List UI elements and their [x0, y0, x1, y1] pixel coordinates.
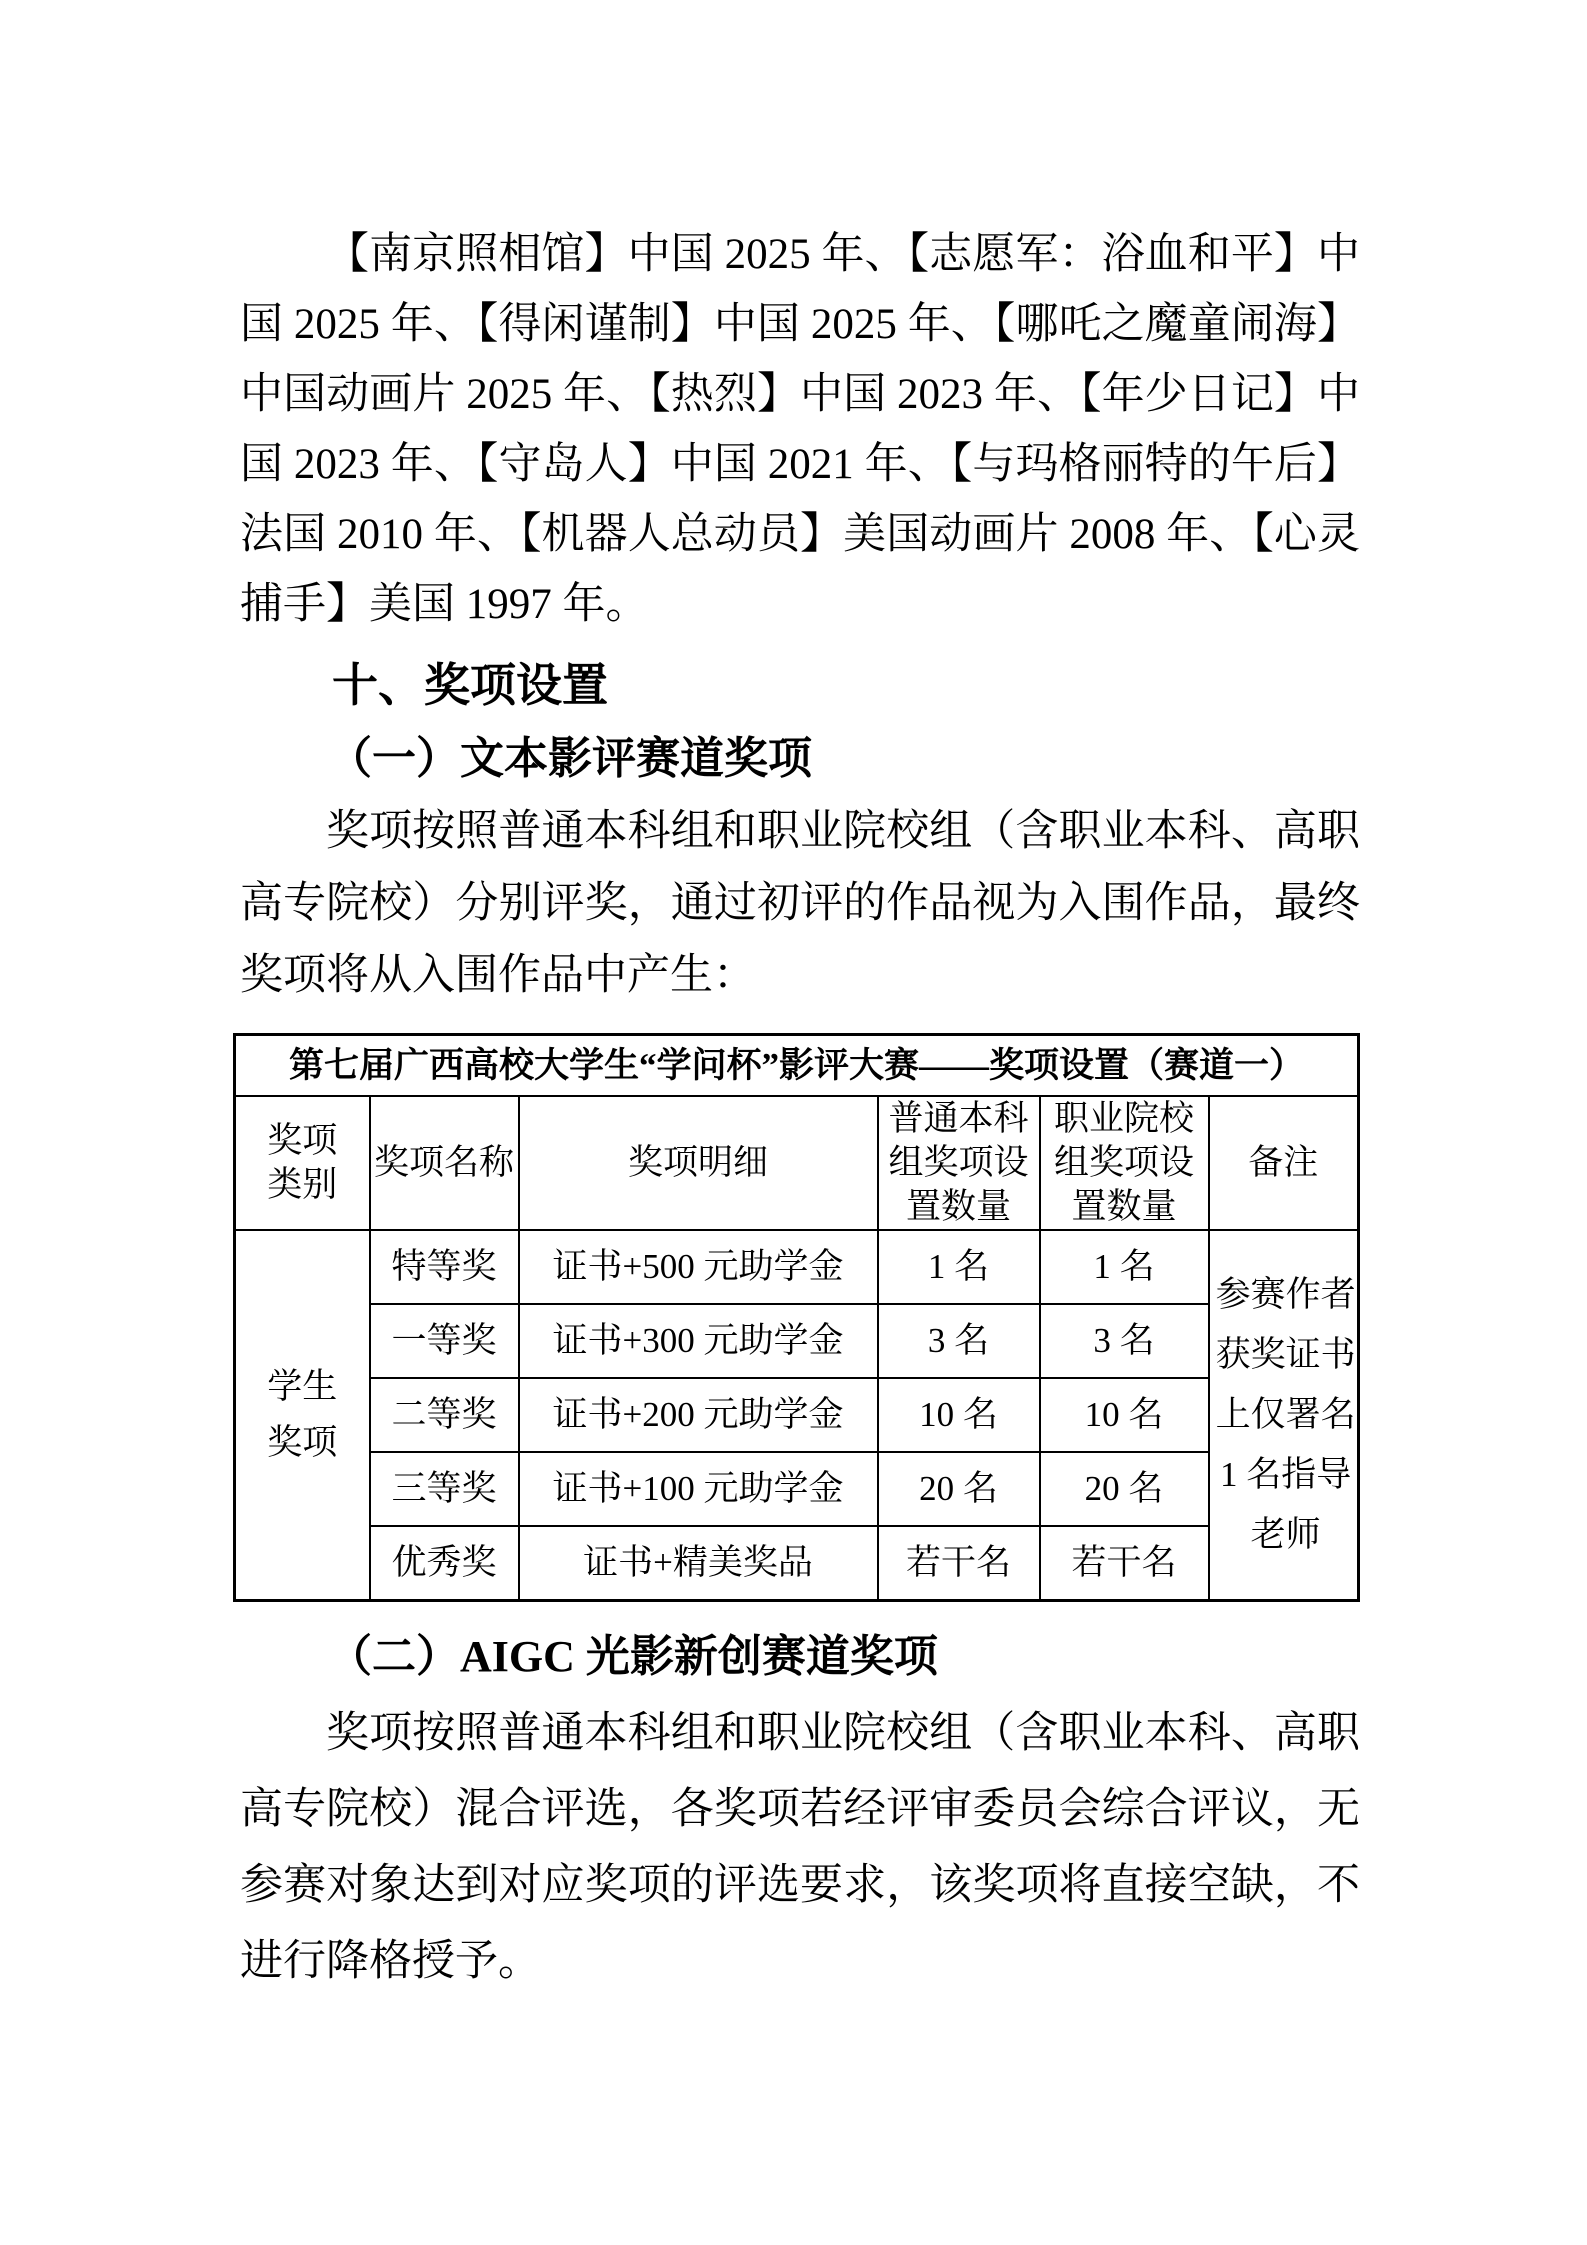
- paragraph-track2-rules: 奖项按照普通本科组和职业院校组（含职业本科、高职高专院校）混合评选，各奖项若经评审委员会综合评议，无参赛对象达到对应奖项的评选要求，该奖项将直接空缺，不进行降格授予。: [240, 1710, 1360, 1985]
- header-regular-group-count-label: 普通本科组奖项设置数量: [888, 1099, 1029, 1226]
- cell-award-name: 特等奖: [370, 1230, 519, 1304]
- table-row: [235, 1452, 1359, 1526]
- cell-award-detail: 证书+200 元助学金: [519, 1378, 878, 1452]
- header-vocational-group-count-label: 职业院校组奖项设置数量: [1053, 1099, 1194, 1226]
- cell-remark-text: 参赛作者获奖证书上仅署名 1 名指导老师: [1215, 1275, 1356, 1554]
- subheading-aigc-track: （二）AIGC 光影新创赛道奖项: [328, 1632, 938, 1681]
- header-vocational-group-count: [1040, 1096, 1209, 1230]
- cell-award-name: 优秀奖: [370, 1526, 519, 1601]
- cell-regular-count: 若干名: [878, 1526, 1040, 1601]
- table-row: [235, 1304, 1359, 1378]
- table-title-row: [235, 1035, 1359, 1097]
- cell-vocational-count: 1 名: [1040, 1230, 1209, 1304]
- cell-vocational-count: 20 名: [1040, 1452, 1209, 1526]
- cell-vocational-count: 若干名: [1040, 1526, 1209, 1601]
- cell-award-detail: 证书+500 元助学金: [519, 1230, 878, 1304]
- cell-award-detail: 证书+精美奖品: [519, 1526, 878, 1601]
- cell-award-name: 一等奖: [370, 1304, 519, 1378]
- header-regular-group-count: [878, 1096, 1040, 1230]
- cell-regular-count: 10 名: [878, 1378, 1040, 1452]
- header-remark: 备注: [1209, 1096, 1359, 1230]
- section-heading-awards: 十、奖项设置: [332, 659, 608, 711]
- header-award-category: [235, 1096, 370, 1230]
- paragraph-film-list: 【南京照相馆】中国 2025 年、【志愿军：浴血和平】中国 2025 年、【得闲谨制】中国 2025 年、【哪吒之魔童闹海】中国动画片 2025 年、【热烈】中国 2023 年、【年少日记】中国 2023 年、【守岛人】中国 2021 年、【与玛格丽特的午后】法国 2010 年、【机器人总动员】美国动画片 2008 年、【心灵捕手】美国 1997 年。: [240, 231, 1360, 628]
- header-award-category-label: 奖项类别: [267, 1121, 338, 1204]
- cell-award-name: 二等奖: [370, 1378, 519, 1452]
- cell-regular-count: 20 名: [878, 1452, 1040, 1526]
- header-award-detail: 奖项明细: [519, 1096, 878, 1230]
- table-row: [235, 1378, 1359, 1452]
- cell-vocational-count: 3 名: [1040, 1304, 1209, 1378]
- cell-award-name: 三等奖: [370, 1452, 519, 1526]
- header-award-name: 奖项名称: [370, 1096, 519, 1230]
- table-title: 第七届广西高校大学生“学问杯”影评大赛——奖项设置（赛道一）: [235, 1035, 1359, 1097]
- subheading-text-review-track: （一）文本影评赛道奖项: [328, 734, 812, 783]
- cell-award-category-label: 学生奖项: [267, 1367, 338, 1462]
- cell-regular-count: 3 名: [878, 1304, 1040, 1378]
- document-content: [240, 0, 1360, 2000]
- table-row: [235, 1230, 1359, 1304]
- cell-remark: [1209, 1230, 1359, 1601]
- table-header-row: [235, 1096, 1359, 1230]
- paragraph-track1-rules: 奖项按照普通本科组和职业院校组（含职业本科、高职高专院校）分别评奖，通过初评的作品视为入围作品，最终奖项将从入围作品中产生：: [240, 808, 1360, 999]
- cell-award-detail: 证书+300 元助学金: [519, 1304, 878, 1378]
- cell-vocational-count: 10 名: [1040, 1378, 1209, 1452]
- cell-award-detail: 证书+100 元助学金: [519, 1452, 878, 1526]
- table-row: [235, 1526, 1359, 1601]
- cell-award-category: [235, 1230, 370, 1601]
- cell-regular-count: 1 名: [878, 1230, 1040, 1304]
- awards-table: [233, 1033, 1360, 1602]
